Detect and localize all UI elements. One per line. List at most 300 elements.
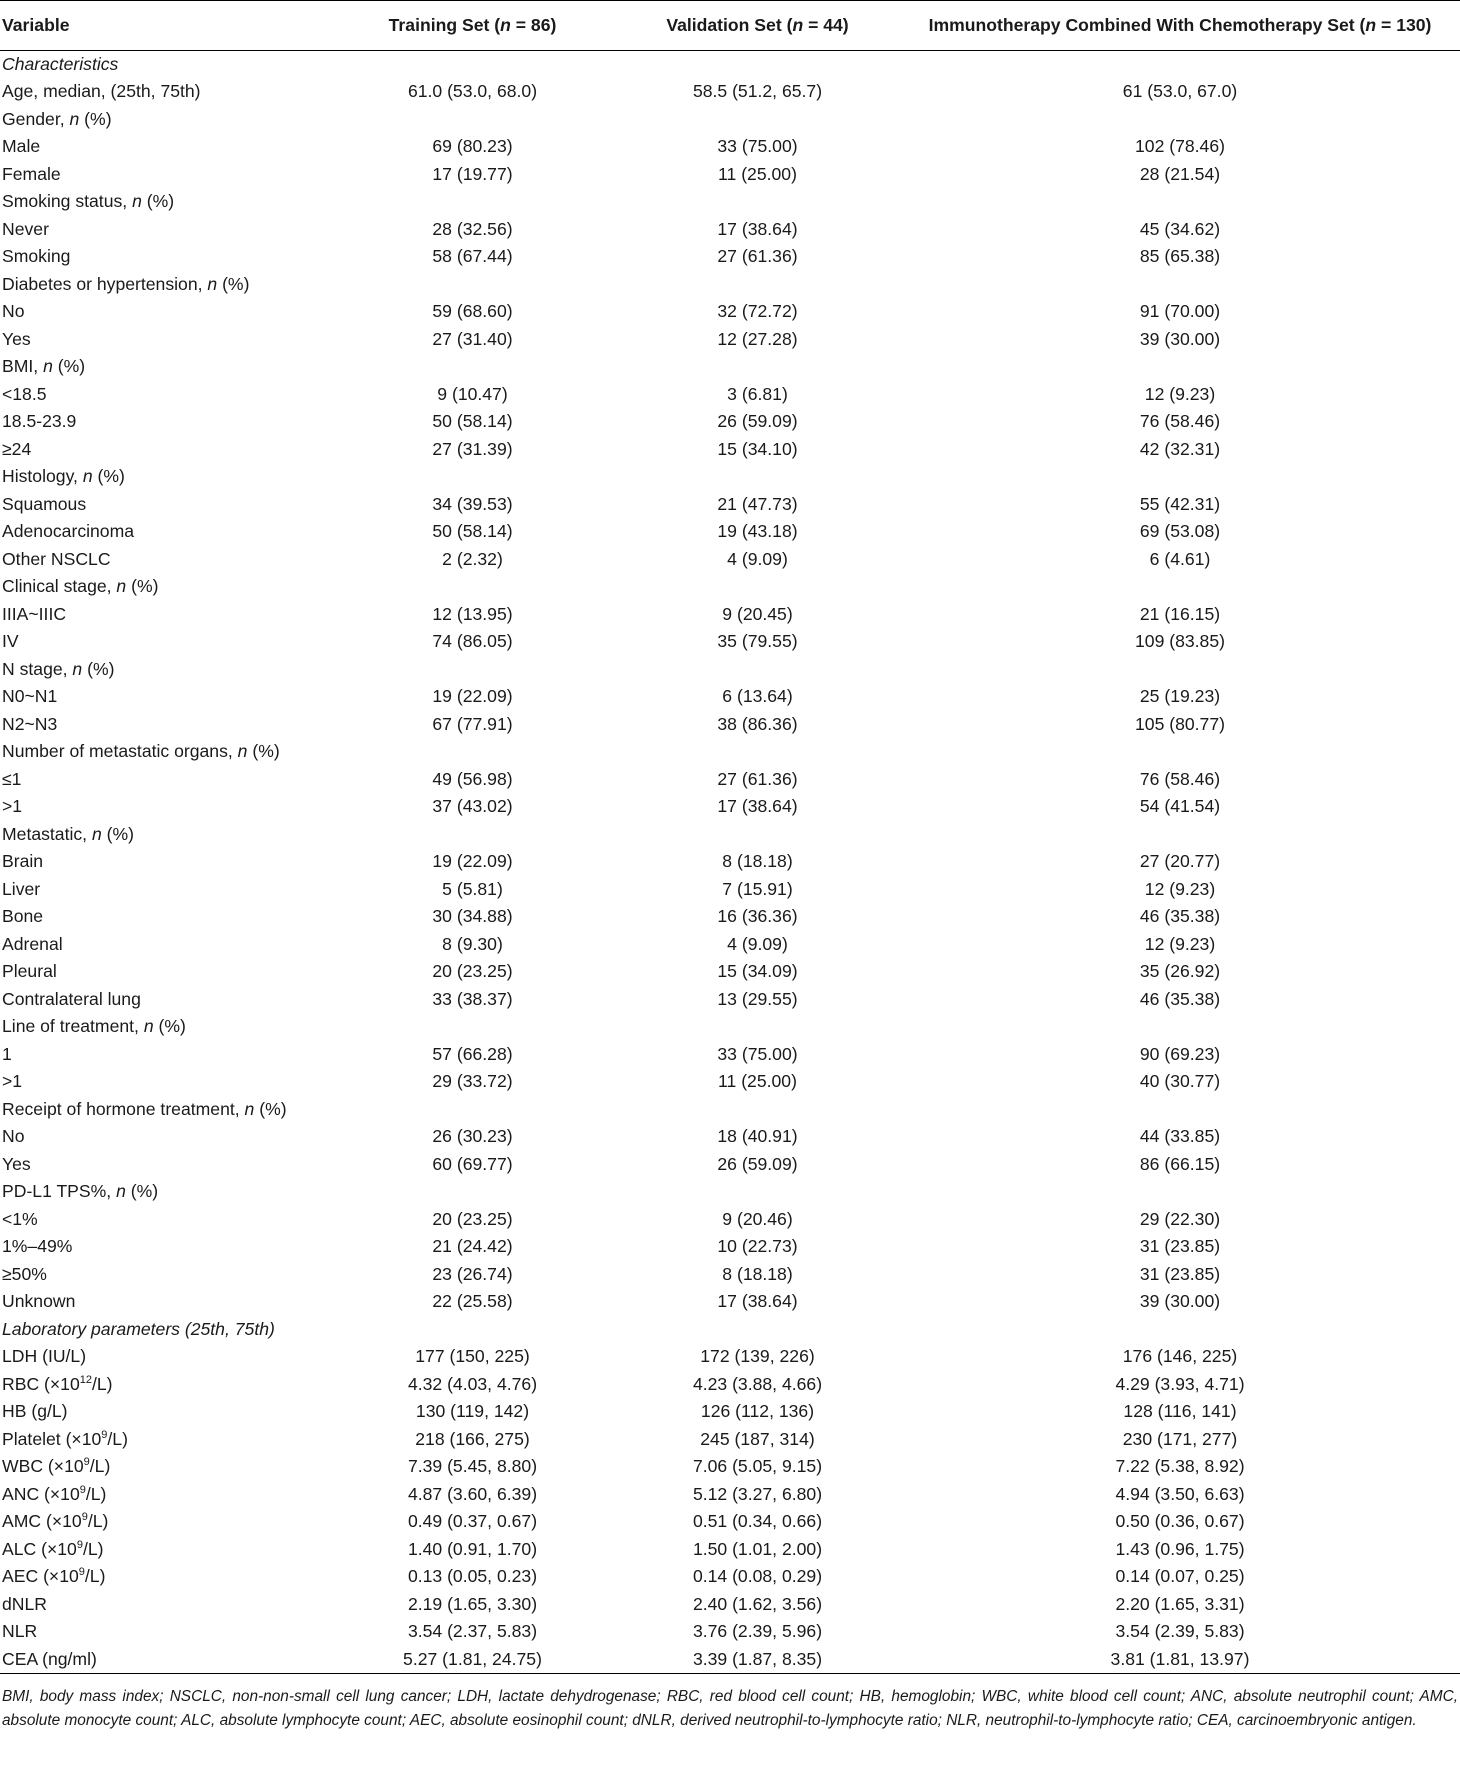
combined-value: 28 (21.54)	[1139, 163, 1221, 184]
training-value	[330, 106, 615, 134]
training-value: 69 (80.23)	[432, 136, 513, 157]
table-row	[0, 1068, 1460, 1096]
training-value: 29 (33.72)	[432, 1071, 513, 1092]
table-row	[0, 436, 1460, 464]
training-value: 26 (30.23)	[432, 1126, 513, 1147]
combined-value: 4.94 (3.50, 6.63)	[1115, 1483, 1245, 1504]
validation-value: 8 (18.18)	[722, 851, 793, 872]
combined-value: 46 (35.38)	[1139, 988, 1221, 1009]
section-row	[0, 1316, 1460, 1344]
row-label: NLR	[2, 1621, 38, 1642]
table-row	[0, 216, 1460, 244]
combined-value: 76 (58.46)	[1139, 768, 1221, 789]
training-value: 37 (43.02)	[432, 796, 513, 817]
training-value: 218 (166, 275)	[415, 1428, 530, 1449]
training-value	[330, 463, 615, 491]
combined-value: 3.81 (1.81, 13.97)	[900, 1646, 1460, 1674]
combined-value: 176 (146, 225)	[1122, 1346, 1238, 1367]
validation-value: 11 (25.00)	[718, 1071, 797, 1092]
combined-value	[900, 1013, 1460, 1041]
training-value: 67 (77.91)	[432, 713, 513, 734]
training-value: 59 (68.60)	[432, 301, 513, 322]
row-label: AEC $(\times 10^9/L)$	[2, 1566, 106, 1587]
row-label: Line of treatment, n (%)	[2, 1016, 186, 1037]
row-label: Other NSCLC	[2, 548, 111, 569]
training-value: 4.87 (3.60, 6.39)	[407, 1483, 538, 1504]
row-label: Clinical stage, n (%)	[2, 576, 159, 597]
table-row	[0, 408, 1460, 436]
row-label: HB (g/L)	[2, 1401, 68, 1422]
training-value	[330, 271, 615, 299]
training-value: 57 (66.28)	[432, 1043, 513, 1064]
validation-value: 245 (187, 314)	[700, 1428, 815, 1449]
training-value: 74 (86.05)	[432, 631, 513, 652]
row-label: Liver	[2, 878, 41, 899]
row-label: Contralateral lung	[2, 988, 141, 1009]
table-row	[0, 326, 1460, 354]
combined-value: 0.50 (0.36, 0.67)	[1115, 1511, 1245, 1532]
table-row	[0, 1646, 1460, 1674]
row-label: N2~N3	[2, 713, 58, 734]
table-row	[0, 1343, 1460, 1371]
row-label: Smoking status, n (%)	[2, 191, 175, 212]
combined-value: 105 (80.77)	[1135, 713, 1225, 734]
row-label: >1	[2, 796, 23, 817]
combined-value: 31 (23.85)	[1139, 1236, 1221, 1257]
training-value	[330, 1013, 615, 1041]
combined-value: 25 (19.23)	[1139, 686, 1221, 707]
validation-value	[615, 271, 900, 299]
training-value: 30 (34.88)	[432, 906, 513, 927]
row-label: 1%–49%	[2, 1236, 73, 1257]
training-value: 58 (67.44)	[432, 246, 513, 267]
validation-value	[615, 738, 900, 766]
validation-value	[615, 51, 900, 79]
training-value: 12 (13.95)	[432, 603, 513, 624]
combined-value: 44 (33.85)	[1139, 1126, 1221, 1147]
combined-value	[900, 1096, 1460, 1124]
row-label: ≤1	[2, 768, 22, 789]
row-label: dNLR	[2, 1593, 47, 1614]
row-label: Histology, n (%)	[2, 466, 125, 487]
row-label: Female	[2, 163, 61, 184]
validation-value	[615, 1013, 900, 1041]
validation-value: 33 (75.00)	[717, 136, 798, 157]
table-row	[0, 1123, 1460, 1151]
table-row	[0, 738, 1460, 766]
table-row	[0, 628, 1460, 656]
row-label: CEA (ng/ml)	[0, 1646, 330, 1674]
row-label: N0~N1	[2, 686, 58, 707]
combined-value: 39 (30.00)	[1139, 1291, 1221, 1312]
table-row	[0, 793, 1460, 821]
table-row	[0, 1233, 1460, 1261]
training-value: 5.27 (1.81, 24.75)	[330, 1646, 615, 1674]
validation-value	[615, 463, 900, 491]
row-label: Squamous	[2, 493, 87, 514]
table-row	[0, 1536, 1460, 1564]
table-row	[0, 161, 1460, 189]
combined-value: 4.29 (3.93, 4.71)	[1115, 1373, 1245, 1394]
row-label: Never	[2, 218, 49, 239]
combined-value: 61 (53.0, 67.0)	[1122, 81, 1238, 102]
training-value	[330, 821, 615, 849]
combined-value: 21 (16.15)	[1139, 603, 1221, 624]
table-row	[0, 271, 1460, 299]
validation-value: 27 (61.36)	[717, 246, 798, 267]
combined-value: 2.20 (1.65, 3.31)	[1115, 1593, 1245, 1614]
training-value: 21 (24.42)	[432, 1236, 513, 1257]
validation-value	[615, 353, 900, 381]
table-row	[0, 1013, 1460, 1041]
combined-value: 69 (53.08)	[1139, 521, 1221, 542]
combined-value: 85 (65.38)	[1139, 246, 1221, 267]
training-value: 17 (19.77)	[432, 163, 513, 184]
training-value: 22 (25.58)	[432, 1291, 513, 1312]
row-label: Diabetes or hypertension, n (%)	[2, 273, 250, 294]
table-row	[0, 518, 1460, 546]
training-value: 2.19 (1.65, 3.30)	[407, 1593, 538, 1614]
table-row	[0, 188, 1460, 216]
header-combined: Immunotherapy Combined With Chemotherapy Set (n = 130)	[900, 1, 1460, 51]
combined-value: 46 (35.38)	[1139, 906, 1221, 927]
row-label: Male	[2, 136, 41, 157]
training-value: 61.0 (53.0, 68.0)	[407, 81, 538, 102]
validation-value	[615, 1178, 900, 1206]
training-value	[330, 353, 615, 381]
table-row	[0, 1398, 1460, 1426]
row-label: Smoking	[2, 246, 71, 267]
validation-value: 4 (9.09)	[727, 548, 788, 569]
table-row	[0, 711, 1460, 739]
validation-value: 3.76 (2.39, 5.96)	[692, 1621, 823, 1642]
validation-value: 19 (43.18)	[717, 521, 798, 542]
combined-value	[900, 463, 1460, 491]
training-value: 23 (26.74)	[432, 1263, 513, 1284]
validation-value: 17 (38.64)	[717, 796, 798, 817]
row-label: 1	[2, 1043, 12, 1064]
validation-value: 27 (61.36)	[717, 768, 798, 789]
table-row	[0, 1041, 1460, 1069]
section-row	[0, 51, 1460, 79]
training-value: 49 (56.98)	[432, 768, 513, 789]
row-label: Characteristics	[2, 54, 119, 74]
training-value: 19 (22.09)	[432, 851, 513, 872]
training-value	[330, 188, 615, 216]
combined-value: 109 (83.85)	[1135, 631, 1225, 652]
validation-value: 4 (9.09)	[727, 933, 788, 954]
table-row	[0, 1371, 1460, 1399]
validation-value: 21 (47.73)	[717, 493, 798, 514]
validation-value: 10 (22.73)	[717, 1236, 798, 1257]
training-value: 0.13 (0.05, 0.23)	[407, 1566, 538, 1587]
validation-value: 26 (59.09)	[717, 411, 798, 432]
table-row	[0, 1591, 1460, 1619]
row-label: IV	[2, 631, 19, 652]
validation-value: 58.5 (51.2, 65.7)	[692, 81, 823, 102]
validation-value: 17 (38.64)	[717, 218, 798, 239]
row-label: IIIA~IIIC	[2, 603, 67, 624]
combined-value: 0.14 (0.07, 0.25)	[1115, 1566, 1245, 1587]
row-label: RBC $(\times 10^{12}/L)$	[2, 1373, 113, 1394]
header-validation: Validation Set (n = 44)	[615, 1, 900, 51]
training-value: 9 (10.47)	[437, 383, 508, 404]
training-value	[330, 51, 615, 79]
row-label: Yes	[2, 1153, 31, 1174]
training-value: 0.49 (0.37, 0.67)	[407, 1511, 538, 1532]
training-value: 2 (2.32)	[442, 548, 503, 569]
row-label: Metastatic, n (%)	[2, 823, 135, 844]
combined-value	[900, 821, 1460, 849]
row-label: 18.5-23.9	[2, 411, 77, 432]
table-row	[0, 573, 1460, 601]
validation-value: 0.51 (0.34, 0.66)	[692, 1511, 823, 1532]
row-label: Brain	[2, 851, 44, 872]
training-value: 50 (58.14)	[432, 411, 513, 432]
table-row	[0, 656, 1460, 684]
validation-value: 1.50 (1.01, 2.00)	[692, 1538, 823, 1559]
combined-value	[900, 1178, 1460, 1206]
combined-value: 31 (23.85)	[1139, 1263, 1221, 1284]
validation-value: 126 (112, 136)	[700, 1401, 815, 1422]
combined-value	[900, 1316, 1460, 1344]
validation-value: 32 (72.72)	[717, 301, 798, 322]
combined-value: 40 (30.77)	[1139, 1071, 1221, 1092]
header-variable: Variable	[0, 1, 330, 51]
combined-value: 76 (58.46)	[1139, 411, 1221, 432]
validation-value: 16 (36.36)	[717, 906, 798, 927]
validation-value: 13 (29.55)	[717, 988, 798, 1009]
row-label: <18.5	[2, 383, 47, 404]
training-value: 27 (31.39)	[432, 438, 513, 459]
training-value	[330, 656, 615, 684]
row-label: ≥50%	[2, 1263, 47, 1284]
table-row	[0, 1178, 1460, 1206]
validation-value: 18 (40.91)	[717, 1126, 798, 1147]
combined-value: 128 (116, 141)	[1123, 1401, 1237, 1422]
combined-value: 29 (22.30)	[1139, 1208, 1221, 1229]
validation-value: 26 (59.09)	[717, 1153, 798, 1174]
validation-value	[615, 1096, 900, 1124]
combined-value: 230 (171, 277)	[1122, 1428, 1238, 1449]
training-value: 19 (22.09)	[432, 686, 513, 707]
combined-value: 12 (9.23)	[1144, 383, 1216, 404]
table-row	[0, 601, 1460, 629]
table-row	[0, 1261, 1460, 1289]
validation-value: 35 (79.55)	[717, 631, 798, 652]
validation-value: 5.12 (3.27, 6.80)	[692, 1483, 823, 1504]
table-row	[0, 106, 1460, 134]
table-row	[0, 1426, 1460, 1454]
validation-value: 8 (18.18)	[722, 1263, 793, 1284]
training-value: 20 (23.25)	[432, 961, 513, 982]
validation-value: 12 (27.28)	[717, 328, 798, 349]
header-training: Training Set (n = 86)	[330, 1, 615, 51]
row-label: No	[2, 1126, 25, 1147]
training-value: 60 (69.77)	[432, 1153, 513, 1174]
validation-value: 15 (34.09)	[717, 961, 798, 982]
training-value: 1.40 (0.91, 1.70)	[407, 1538, 538, 1559]
validation-value: 38 (86.36)	[717, 713, 798, 734]
combined-value	[900, 353, 1460, 381]
table-row	[0, 243, 1460, 271]
table-row	[0, 683, 1460, 711]
training-value	[330, 1316, 615, 1344]
validation-value	[615, 188, 900, 216]
combined-value: 7.22 (5.38, 8.92)	[1115, 1456, 1245, 1477]
validation-value	[615, 573, 900, 601]
training-value	[330, 1096, 615, 1124]
table-row	[0, 546, 1460, 574]
row-label: Age, median, (25th, 75th)	[2, 81, 201, 102]
combined-value	[900, 51, 1460, 79]
table-row	[0, 766, 1460, 794]
table-row	[0, 463, 1460, 491]
row-label: ALC $(\times 10^9/L)$	[2, 1538, 104, 1559]
combined-value	[900, 573, 1460, 601]
training-value: 4.32 (4.03, 4.76)	[407, 1373, 538, 1394]
row-label: LDH (IU/L)	[2, 1346, 87, 1367]
table-row	[0, 78, 1460, 106]
combined-value: 1.43 (0.96, 1.75)	[1115, 1538, 1245, 1559]
validation-value: 2.40 (1.62, 3.56)	[692, 1593, 823, 1614]
combined-value: 54 (41.54)	[1139, 796, 1221, 817]
validation-value: 4.23 (3.88, 4.66)	[692, 1373, 823, 1394]
combined-value	[900, 188, 1460, 216]
validation-value: 172 (139, 226)	[700, 1346, 815, 1367]
training-value: 177 (150, 225)	[415, 1346, 530, 1367]
training-value: 28 (32.56)	[432, 218, 513, 239]
table-row	[0, 491, 1460, 519]
header-row	[0, 1, 1460, 51]
table-row	[0, 1151, 1460, 1179]
validation-value: 7.06 (5.05, 9.15)	[692, 1456, 823, 1477]
combined-value	[900, 738, 1460, 766]
table-row	[0, 1453, 1460, 1481]
validation-value	[615, 821, 900, 849]
training-value: 34 (39.53)	[432, 493, 513, 514]
combined-value: 12 (9.23)	[1144, 933, 1216, 954]
combined-value: 27 (20.77)	[1139, 851, 1221, 872]
table-row	[0, 986, 1460, 1014]
training-value	[330, 1178, 615, 1206]
table-row	[0, 1206, 1460, 1234]
table-row	[0, 903, 1460, 931]
table-row	[0, 931, 1460, 959]
table-row	[0, 133, 1460, 161]
validation-value	[615, 1316, 900, 1344]
table-row	[0, 1288, 1460, 1316]
row-label: Receipt of hormone treatment, n (%)	[2, 1098, 287, 1119]
table-body	[0, 51, 1460, 1674]
validation-value: 3 (6.81)	[727, 383, 788, 404]
row-label: Pleural	[2, 961, 57, 982]
row-label: Gender, n (%)	[2, 108, 112, 129]
validation-value: 0.14 (0.08, 0.29)	[692, 1566, 823, 1587]
validation-value: 9 (20.46)	[722, 1208, 793, 1229]
validation-value: 11 (25.00)	[718, 163, 797, 184]
training-value: 130 (119, 142)	[415, 1401, 530, 1422]
validation-value: 15 (34.10)	[717, 438, 798, 459]
table-row	[0, 958, 1460, 986]
table-row	[0, 848, 1460, 876]
table-row	[0, 298, 1460, 326]
row-label: Adrenal	[2, 933, 63, 954]
row-label: <1%	[2, 1208, 38, 1229]
table-row	[0, 821, 1460, 849]
training-value: 3.54 (2.37, 5.83)	[407, 1621, 538, 1642]
table-row	[0, 1563, 1460, 1591]
training-value: 27 (31.40)	[432, 328, 513, 349]
combined-value: 3.54 (2.39, 5.83)	[1115, 1621, 1245, 1642]
training-value: 33 (38.37)	[432, 988, 513, 1009]
row-label: BMI, n (%)	[2, 356, 86, 377]
row-label: >1	[2, 1071, 23, 1092]
row-label: Platelet $(\times 10^9/L)$	[2, 1428, 128, 1449]
combined-value: 102 (78.46)	[1135, 136, 1225, 157]
row-label: Laboratory parameters (25th, 75th)	[2, 1318, 275, 1339]
training-value: 20 (23.25)	[432, 1208, 513, 1229]
combined-value: 35 (26.92)	[1139, 961, 1221, 982]
row-label: ≥24	[2, 438, 32, 459]
validation-value: 17 (38.64)	[717, 1291, 798, 1312]
table-row	[0, 876, 1460, 904]
training-value: 7.39 (5.45, 8.80)	[407, 1456, 538, 1477]
training-value	[330, 573, 615, 601]
combined-value: 86 (66.15)	[1139, 1153, 1221, 1174]
row-label: Number of metastatic organs, n (%)	[2, 741, 280, 762]
training-value: 8 (9.30)	[442, 933, 503, 954]
training-value: 5 (5.81)	[442, 878, 503, 899]
combined-value	[900, 271, 1460, 299]
row-label: No	[2, 301, 25, 322]
table-row	[0, 353, 1460, 381]
combined-value: 42 (32.31)	[1139, 438, 1221, 459]
row-label: ANC $(\times 10^9/L)$	[2, 1483, 107, 1504]
table-row	[0, 1508, 1460, 1536]
table-footnote: BMI, body mass index; NSCLC, non-non-small cell lung cancer; LDH, lactate dehydrogenase; RBC, red blood cell count; HB, hemoglobin; WBC, white blood cell count; ANC, absolute neutrophil count; AMC, absolute monocyte count; ALC, absolute lymphocyte count; AEC, absolute eosinophil count; dNLR, derived neutrophil-to-lymphocyte ratio; NLR, neutrophil-to-lymphocyte ratio; CEA, carcinoembryonic antigen.	[2, 1687, 1458, 1729]
row-label: Yes	[2, 328, 31, 349]
row-label: AMC $(\times 10^9/L)$	[2, 1511, 109, 1532]
training-value: 50 (58.14)	[432, 521, 513, 542]
combined-value: 39 (30.00)	[1139, 328, 1221, 349]
table-row	[0, 381, 1460, 409]
combined-value: 12 (9.23)	[1144, 878, 1216, 899]
training-value	[330, 738, 615, 766]
validation-value: 9 (20.45)	[722, 603, 793, 624]
combined-value	[900, 656, 1460, 684]
combined-value	[900, 106, 1460, 134]
row-label: Unknown	[2, 1291, 76, 1312]
row-label: WBC $(\times 10^9/L)$	[2, 1456, 111, 1477]
validation-value: 3.39 (1.87, 8.35)	[615, 1646, 900, 1674]
table-row	[0, 1618, 1460, 1646]
table-row	[0, 1096, 1460, 1124]
combined-value: 45 (34.62)	[1139, 218, 1221, 239]
combined-value: 90 (69.23)	[1139, 1043, 1221, 1064]
row-label: Adenocarcinoma	[2, 521, 135, 542]
validation-value: 6 (13.64)	[722, 686, 793, 707]
combined-value: 55 (42.31)	[1139, 493, 1221, 514]
table-row	[0, 1481, 1460, 1509]
row-label: Bone	[2, 906, 44, 927]
combined-value: 91 (70.00)	[1139, 301, 1221, 322]
validation-value: 33 (75.00)	[717, 1043, 798, 1064]
validation-value	[615, 656, 900, 684]
validation-value	[615, 106, 900, 134]
row-label: PD-L1 TPS%, n (%)	[2, 1181, 159, 1202]
validation-value: 7 (15.91)	[722, 878, 793, 899]
